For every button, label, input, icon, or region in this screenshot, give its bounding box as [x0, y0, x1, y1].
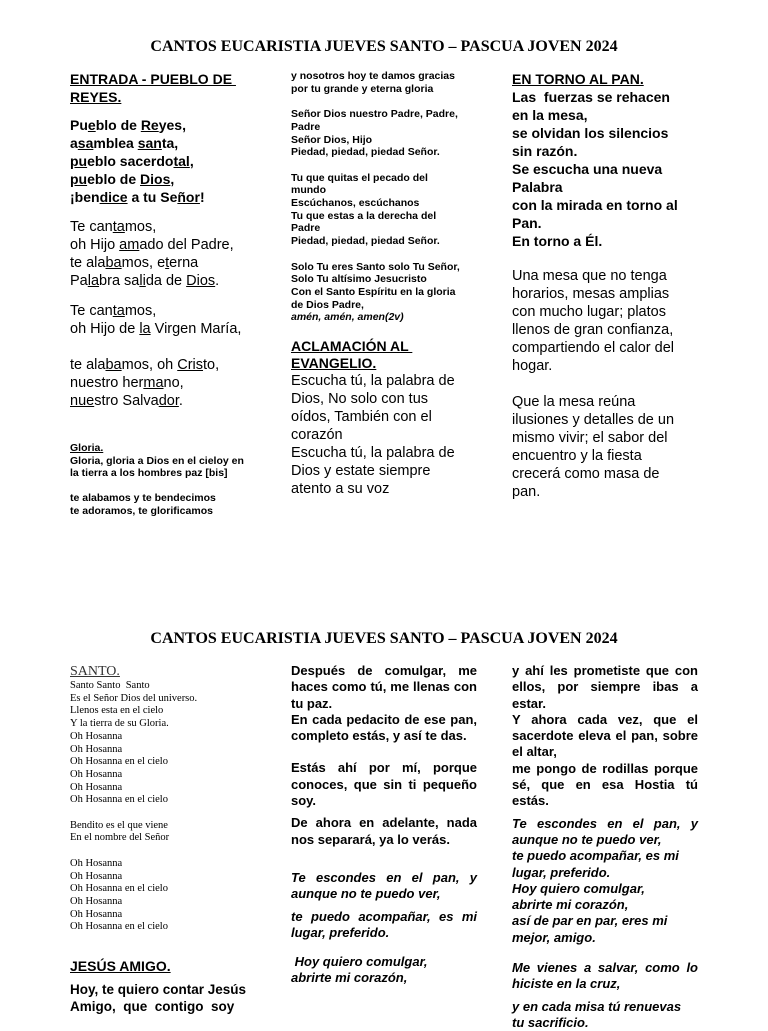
page-title-2: CANTOS EUCARISTIA JUEVES SANTO – PASCUA JOVEN 2024: [150, 630, 618, 647]
paragraph-line: encuentro y la fiesta: [512, 448, 642, 464]
aclamacion-text: [291, 372, 481, 498]
chorus-line: te puedo acompañar, es mi: [512, 848, 679, 864]
gloria-line: Solo Tu altísimo Jesucristo: [291, 273, 427, 286]
chorus-line: sin razón.: [512, 143, 578, 159]
gloria-line: Escúchanos, escúchanos: [291, 197, 420, 210]
en-torno-column: [512, 70, 712, 501]
amen-line: amén, amén, amen(2v): [291, 311, 404, 324]
page-title: CANTOS EUCARISTIA JUEVES SANTO – PASCUA JOVEN 2024: [150, 38, 618, 55]
santo-line: Y la tierra de su Gloria.: [70, 718, 169, 730]
underlined-syllable: ñor: [177, 189, 200, 205]
lyric-segment: a: [70, 135, 78, 151]
aclamacion-line: Dios y estate siempre: [291, 463, 431, 480]
paragraph-line: mismo vivir; el sabor del: [512, 430, 668, 446]
gloria-line: [70, 480, 270, 493]
gloria-line: Piedad, piedad, piedad Señor.: [291, 235, 440, 248]
lyric-segment: ,: [189, 153, 194, 169]
jesus-amigo-text: [70, 981, 270, 1015]
gloria-lines: [70, 455, 270, 518]
gloria-line: mundo: [291, 184, 326, 197]
paragraph-line: Que la mesa reúna: [512, 394, 636, 410]
chorus-line: abrirte mi corazón,: [512, 897, 629, 913]
lyric-line: [70, 218, 270, 236]
underlined-syllable: ta: [112, 303, 125, 319]
lyric-segment: blo de: [95, 117, 141, 133]
santo-line: Santo Santo Santo: [70, 680, 150, 691]
lyric-segment: ,: [170, 171, 175, 187]
lyric-segment: Pa: [70, 273, 88, 289]
lyric-segment: to,: [203, 357, 220, 373]
jesus-amigo-column-2: [291, 663, 477, 987]
santo-text: [70, 680, 270, 934]
underlined-syllable: nue: [70, 393, 95, 409]
paragraph-line: con mucho lugar; platos: [512, 304, 666, 320]
lyric-segment: mos,: [124, 303, 157, 319]
gloria-section: [70, 442, 270, 517]
underlined-syllable: Re: [140, 117, 159, 133]
entrada-stanza-3: [70, 302, 270, 338]
gloria-line: por tu grande y eterna gloria: [291, 82, 434, 95]
santo-line: Es el Señor Dios del universo.: [70, 692, 198, 704]
underlined-syllable: Dios: [140, 171, 171, 187]
gloria-line: [291, 159, 481, 172]
lyric-segment: !: [199, 189, 205, 205]
chorus-te-escondes-2: Te escondes en el pan, y aunque no te puedo ver,: [512, 815, 698, 847]
gloria-line: de Dios Padre,: [291, 298, 364, 311]
underlined-syllable: Dios: [186, 273, 216, 289]
lyric-line: [70, 392, 270, 410]
lyric-line: [70, 188, 270, 206]
gloria-continued-text: [291, 70, 481, 311]
underlined-syllable: dor: [158, 393, 179, 409]
en-torno-paragraph-2: [512, 393, 712, 501]
aclamacion-line: Escucha tú, la palabra de: [291, 445, 455, 462]
lyric-line: Amigo, que contigo soy: [70, 999, 235, 1015]
lyric-segment: .: [178, 393, 183, 409]
lyric-segment: te ala: [70, 255, 106, 271]
santo-line: Oh Hosanna en el cielo: [70, 794, 168, 806]
lyric-segment: mos, e: [121, 255, 166, 271]
chorus-te-escondes: Te escondes en el pan, y aunque no te puedo ver,: [291, 869, 477, 902]
lyric-segment: no,: [163, 375, 184, 391]
chorus-line: Se escucha una nueva: [512, 161, 663, 177]
lyric-line: [70, 236, 270, 254]
santo-line: Oh Hosanna: [70, 895, 123, 907]
gloria-line: Piedad, piedad, piedad Señor.: [291, 146, 440, 159]
lyric-line: [70, 170, 270, 188]
gloria-line: Solo Tu eres Santo solo Tu Señor,: [291, 260, 460, 273]
underlined-syllable: li: [139, 273, 146, 289]
entrada-heading: ENTRADA - PUEBLO DE REYES.: [70, 71, 236, 105]
stanza-prometiste: y ahí les prometiste que con ellos, por siempre ibas a estar.: [512, 663, 698, 711]
santo-line: [70, 845, 270, 858]
chorus-line: así de par en par, eres mi: [512, 913, 668, 929]
chorus-acompanar: te puedo acompañar, es mi lugar, preferido.: [291, 908, 477, 940]
en-torno-heading: EN TORNO AL PAN.: [512, 71, 644, 87]
aclamacion-line: corazón: [291, 427, 343, 444]
en-torno-paragraph-1: [512, 267, 712, 375]
lyric-segment: erna: [169, 255, 199, 271]
lyric-segment: eblo sacerdo: [87, 153, 174, 169]
gloria-line: la tierra a los hombres paz [bis]: [70, 467, 228, 479]
underlined-syllable: Cris: [177, 357, 204, 373]
underlined-syllable: ba: [105, 357, 122, 373]
chorus-line: Hoy quiero comulgar,: [512, 880, 645, 896]
lyric-segment: ta,: [161, 135, 179, 151]
santo-line: Oh Hosanna: [70, 768, 123, 780]
aclamacion-line: Escucha tú, la palabra de: [291, 373, 455, 390]
chorus-acompanar-2: [512, 848, 698, 946]
santo-line: Llenos esta en el cielo: [70, 705, 164, 717]
entrada-stanza-2: [70, 218, 270, 290]
paragraph-line: Una mesa que no tenga: [512, 268, 667, 284]
gloria-line: [291, 95, 481, 108]
santo-line: Oh Hosanna: [70, 743, 123, 755]
gloria-line: Padre: [291, 222, 321, 235]
santo-line: En el nombre del Señor: [70, 832, 170, 844]
gloria-line: te adoramos, te glorificamos: [70, 504, 213, 517]
gloria-line: Tu que quitas el pecado del: [291, 171, 428, 184]
stanza-me-vienes: Me vienes a salvar, como lo hiciste en la cruz,: [512, 960, 698, 992]
gloria-line: Padre: [291, 120, 321, 133]
gloria-line: y nosotros hoy te damos gracias: [291, 70, 455, 82]
stanza-rodillas: me pongo de rodillas porque sé, que en esa Hostia tú estás.: [512, 760, 698, 809]
lyric-segment: Te can: [70, 303, 113, 319]
santo-heading: SANTO.: [70, 664, 120, 679]
gloria-line: Gloria, gloria a Dios en el cieloy en: [70, 454, 244, 467]
underlined-syllable: la: [87, 273, 100, 289]
lyric-line: [70, 116, 270, 134]
santo-line: Oh Hosanna en el cielo: [70, 756, 168, 768]
lyric-line: Hoy, te quiero contar Jesús: [70, 982, 247, 998]
lyric-segment: .: [215, 273, 220, 289]
chorus-line: mejor, amigo.: [512, 929, 596, 945]
chorus-line: con la mirada en torno al: [512, 197, 678, 213]
aclamacion-line: atento a su voz: [291, 481, 390, 498]
lyric-segment: oh Hijo de: [70, 321, 140, 337]
paragraph-line: horarios, mesas amplias: [512, 286, 670, 302]
underlined-syllable: sa: [77, 135, 94, 151]
gloria-continued-column: [291, 70, 481, 498]
santo-line: Oh Hosanna: [70, 870, 123, 882]
stanza-de-ahora: De ahora en adelante, nada nos separará, ya lo verás.: [291, 815, 477, 847]
santo-column: [70, 664, 270, 1015]
en-torno-chorus: [512, 88, 712, 250]
underlined-syllable: dice: [99, 189, 128, 205]
lyric-segment: Pu: [70, 117, 88, 133]
entrada-column: [70, 70, 270, 517]
lyric-segment: da de: [145, 273, 187, 289]
gloria-title: Gloria.: [70, 442, 104, 454]
underlined-syllable: e: [87, 117, 96, 133]
underlined-syllable: ma: [143, 375, 164, 391]
lyric-segment: Virgen María,: [150, 321, 242, 337]
paragraph-line: crecerá como masa de: [512, 466, 660, 482]
underlined-syllable: pu: [70, 153, 88, 169]
santo-line: Oh Hosanna: [70, 908, 123, 920]
lyric-line: [70, 320, 270, 338]
gloria-line: Tu que estas a la derecha del: [291, 209, 437, 222]
lyric-segment: te ala: [70, 357, 106, 373]
chorus-line: Pan.: [512, 215, 542, 231]
lyric-segment: bra sa: [99, 273, 140, 289]
gloria-line: te alabamos y te bendecimos: [70, 492, 216, 504]
underlined-syllable: ba: [105, 255, 122, 271]
lyric-segment: ¡ben: [70, 189, 100, 205]
stanza-despues: Después de comulgar, me haces como tú, me llenas con tu paz.: [291, 663, 477, 711]
entrada-stanza-4: [70, 356, 270, 410]
aclamacion-heading: ACLAMACIÓN AL EVANGELIO.: [291, 338, 413, 372]
aclamacion-line: Dios, No solo con tus: [291, 391, 429, 408]
underlined-syllable: am: [119, 237, 140, 253]
gloria-line: Con el Santo Espíritu en la gloria: [291, 285, 456, 298]
lyric-line: [70, 272, 270, 290]
lyric-segment: nuestro her: [70, 375, 144, 391]
lyric-segment: mos,: [124, 219, 157, 235]
lyric-segment: yes,: [158, 117, 186, 133]
underlined-syllable: tal: [173, 153, 190, 169]
paragraph-line: llenos de gran confianza,: [512, 322, 674, 338]
entrada-stanza-1: [70, 116, 270, 206]
lyric-segment: Te can: [70, 219, 113, 235]
paragraph-line: hogar.: [512, 358, 553, 374]
underlined-syllable: la: [139, 321, 151, 337]
aclamacion-line: oídos, También con el: [291, 409, 432, 426]
santo-line: [70, 807, 270, 820]
lyric-segment: mos, oh: [121, 357, 178, 373]
paragraph-line: ilusiones y detalles de un: [512, 412, 675, 428]
santo-line: Oh Hosanna: [70, 781, 123, 793]
lyric-line: tu sacrificio.: [512, 1014, 589, 1030]
lyric-line: [70, 374, 270, 392]
chorus-line: Palabra: [512, 179, 563, 195]
lyric-line: y en cada misa tú renuevas: [512, 998, 682, 1014]
lyric-segment: a tu Se: [127, 189, 178, 205]
lyric-segment: ado del Padre,: [139, 237, 234, 253]
lyric-segment: stro Salva: [94, 393, 159, 409]
gloria-line: [291, 248, 481, 261]
stanza-estas-ahi: Estás ahí por mí, porque conoces, que sin ti pequeño soy.: [291, 760, 477, 809]
jesus-amigo-heading: JESÚS AMIGO.: [70, 958, 171, 975]
santo-line: Oh Hosanna: [70, 857, 123, 869]
chorus-line: Las fuerzas se rehacen: [512, 89, 670, 105]
underlined-syllable: san: [137, 135, 162, 151]
chorus-line: se olvidan los silencios: [512, 125, 669, 141]
paragraph-line: compartiendo el calor del: [512, 340, 675, 356]
santo-line: Bendito es el que viene: [70, 819, 168, 831]
stanza-misa: [512, 999, 698, 1031]
lyric-line: [70, 152, 270, 170]
santo-line: Oh Hosanna: [70, 730, 123, 742]
underlined-syllable: t: [165, 255, 170, 271]
lyric-segment: mblea: [93, 135, 138, 151]
lyric-line: [70, 134, 270, 152]
stanza-pedacito: En cada pedacito de ese pan, completo estás, y así te das.: [291, 711, 477, 744]
lyric-segment: oh Hijo: [70, 237, 120, 253]
underlined-syllable: ta: [112, 219, 125, 235]
chorus-line: en la mesa,: [512, 107, 588, 123]
lyric-line: [70, 302, 270, 320]
gloria-line: Señor Dios nuestro Padre, Padre,: [291, 108, 458, 121]
paragraph-line: pan.: [512, 484, 541, 500]
chorus-line: En torno a Él.: [512, 233, 603, 249]
lyric-line: [70, 356, 270, 374]
santo-line: Oh Hosanna en el cielo: [70, 883, 168, 895]
chorus-comulgar: Hoy quiero comulgar, abrirte mi corazón,: [291, 954, 428, 986]
lyric-segment: eblo de: [87, 171, 141, 187]
stanza-sacerdote: Y ahora cada vez, que el sacerdote eleva el pan, sobre el altar,: [512, 711, 698, 760]
jesus-amigo-column-3: [512, 663, 698, 1031]
lyric-line: [70, 254, 270, 272]
chorus-line: lugar, preferido.: [512, 864, 611, 880]
underlined-syllable: pu: [70, 171, 88, 187]
santo-line: Oh Hosanna en el cielo: [70, 921, 168, 933]
gloria-line: Señor Dios, Hijo: [291, 133, 373, 146]
